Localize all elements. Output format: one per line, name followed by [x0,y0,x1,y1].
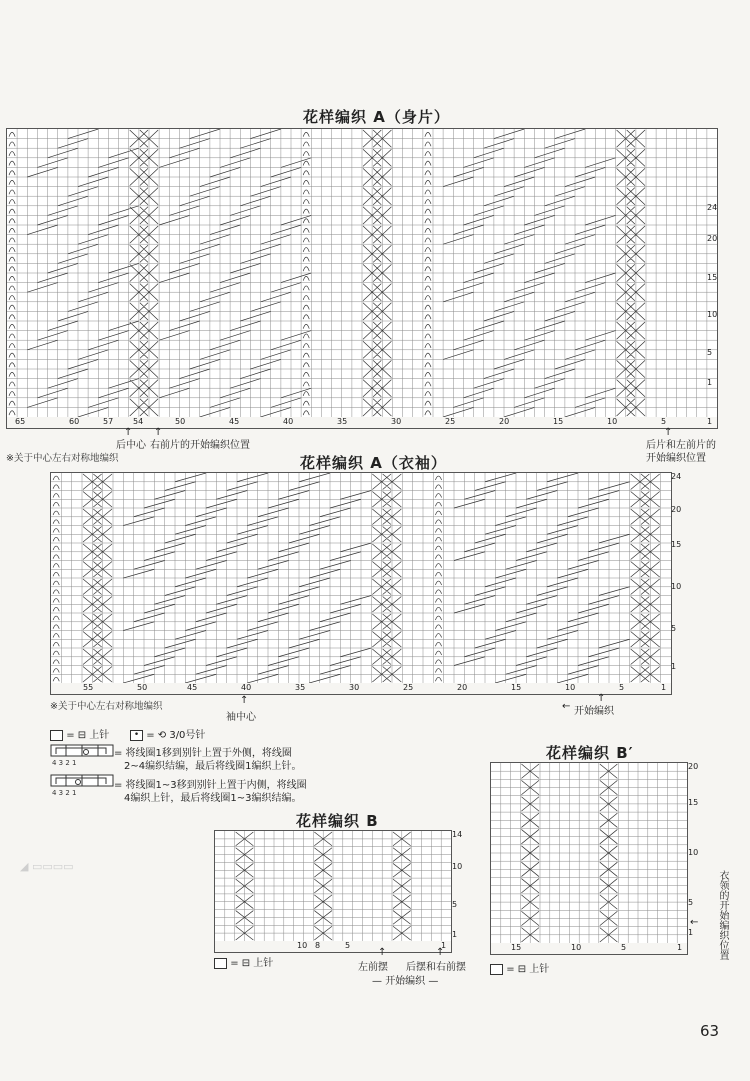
row-numbers-a-body [707,128,721,416]
blank-cell-icon [490,964,503,975]
row-number: 1 [707,378,713,387]
row-number: 24 [671,472,682,481]
chart-pattern-a-body [6,128,718,418]
row-number: 24 [707,203,718,212]
legend-cable-2-text-1: = 将线圈1~3移到别针上置于内侧，将线圈 [114,780,307,791]
col-number: 5 [621,943,627,952]
row-number: 14 [452,830,463,839]
label-back-left-front-start-1: 后片和左前片的 [646,440,716,451]
note-symmetric-body: ※关于中心左右对称地编织 [6,453,119,464]
title-pattern-b-prime: 花样编织 B′ [546,744,634,762]
label-sleeve-center: 袖中心 [226,712,256,723]
page-number: 63 [700,1022,720,1040]
row-number: 5 [452,900,458,909]
note-symmetric-sleeve: ※关于中心左右对称地编织 [50,701,163,712]
col-number: 35 [295,683,306,692]
col-numbers-a-body [6,417,718,429]
col-number: 1 [707,417,713,426]
row-numbers-b-prime [688,762,702,942]
col-number: 5 [661,417,667,426]
knitting-grid-svg [215,831,451,941]
col-number: 15 [553,417,564,426]
col-number: 20 [457,683,468,692]
arrow-right-icon: ← [562,701,571,712]
col-number: 60 [69,417,80,426]
row-number: 5 [707,348,713,357]
row-number: 10 [688,848,699,857]
col-number: 5 [619,683,625,692]
chart-pattern-b [214,830,452,942]
label-back-center: 后中心 [116,440,146,451]
col-number: 45 [187,683,198,692]
arrow-up-icon: ↑ [436,947,445,958]
col-numbers-b-prime [490,943,688,955]
row-number: 20 [671,505,682,514]
legend-cable-1-text-1: = 将线圈1移到别针上置于外侧，将线圈 [114,748,292,759]
row-number: 5 [671,624,677,633]
row-numbers-a-sleeve [671,472,685,682]
label-start-b: — 开始编织 — [372,976,439,987]
col-numbers-a-sleeve [50,683,672,695]
knitting-grid-svg [491,763,687,943]
col-number: 15 [511,683,522,692]
label-back-left-front-start-2: 开始编织位置 [646,453,706,464]
col-number: 10 [297,941,308,950]
col-number: 57 [103,417,114,426]
row-number: 1 [688,928,694,937]
col-number: 25 [403,683,414,692]
col-number: 40 [283,417,294,426]
row-numbers-b [452,830,466,940]
row-number: 10 [707,310,718,319]
legend-purl: = ⊟ 上针 [50,726,109,741]
row-number: 20 [707,234,718,243]
row-number: 15 [671,540,682,549]
col-number: 1 [441,941,447,950]
bobble-cell-icon: • [130,730,143,741]
title-pattern-a-sleeve: 花样编织 A（衣袖） [300,454,447,472]
label-sleeve-start: 开始编织 [574,706,614,717]
label-left-front-hem: 左前摆 [358,962,388,973]
row-number: 10 [452,862,463,871]
title-pattern-a-body: 花样编织 A（身片） [303,108,450,126]
col-number: 1 [661,683,667,692]
legend-cable-1-nums: 4 3 2 1 [52,759,77,767]
legend-purl-b: = ⊟ 上针 [214,954,273,969]
arrow-up-icon: ↑ [240,695,249,706]
col-number: 5 [345,941,351,950]
row-number: 1 [452,930,458,939]
col-number: 30 [391,417,402,426]
row-number: 15 [688,798,699,807]
legend-cable-1-text-2: 2~4编织结编，最后将线圈1编织上针。 [124,761,302,772]
hook-icon: ⟲ [157,730,167,741]
knitting-grid-svg [7,129,717,417]
col-number: 1 [677,943,683,952]
arrow-up-icon: ↑ [124,427,133,438]
blank-cell-icon [214,958,227,969]
col-number: 45 [229,417,240,426]
knitting-grid-svg [51,473,671,683]
col-number: 25 [445,417,456,426]
legend-needle: • = ⟲ 3/0号针 [130,726,205,741]
col-number: 8 [315,941,321,950]
blank-cell-icon [50,730,63,741]
col-number: 20 [499,417,510,426]
arrow-left-icon: ← [690,917,699,928]
col-number: 30 [349,683,360,692]
legend-purl-b-prime: = ⊟ 上针 [490,960,549,975]
col-number: 40 [241,683,252,692]
row-number: 5 [688,898,694,907]
faded-background-text: ◢ ▭▭▭▭ [20,860,74,873]
col-number: 10 [571,943,582,952]
col-numbers-b [214,941,452,953]
row-number: 10 [671,582,682,591]
arrow-up-icon: ↑ [597,693,606,704]
col-number: 55 [83,683,94,692]
label-collar-start: 衣领的开始编织位置 [717,870,728,960]
row-number: 20 [688,762,699,771]
label-back-right-front-hem: 后摆和右前摆 [406,962,466,973]
col-number: 35 [337,417,348,426]
col-number: 54 [133,417,144,426]
title-pattern-b: 花样编织 B [296,812,379,830]
row-number: 1 [671,662,677,671]
legend-cable-2-text-2: 4编织上针，最后将线圈1~3编织结编。 [124,793,302,804]
row-number: 15 [707,273,718,282]
col-number: 10 [607,417,618,426]
chart-pattern-a-sleeve [50,472,672,684]
col-number: 15 [511,943,522,952]
legend-cable-2-nums: 4 3 2 1 [52,789,77,797]
chart-pattern-b-prime [490,762,688,944]
col-number: 65 [15,417,26,426]
col-number: 50 [175,417,186,426]
col-number: 10 [565,683,576,692]
arrow-up-icon: ↑ [664,427,673,438]
arrow-up-icon: ↑ [378,947,387,958]
label-right-front-start: 右前片的开始编织位置 [150,440,250,451]
col-number: 50 [137,683,148,692]
arrow-up-icon: ↑ [154,427,163,438]
